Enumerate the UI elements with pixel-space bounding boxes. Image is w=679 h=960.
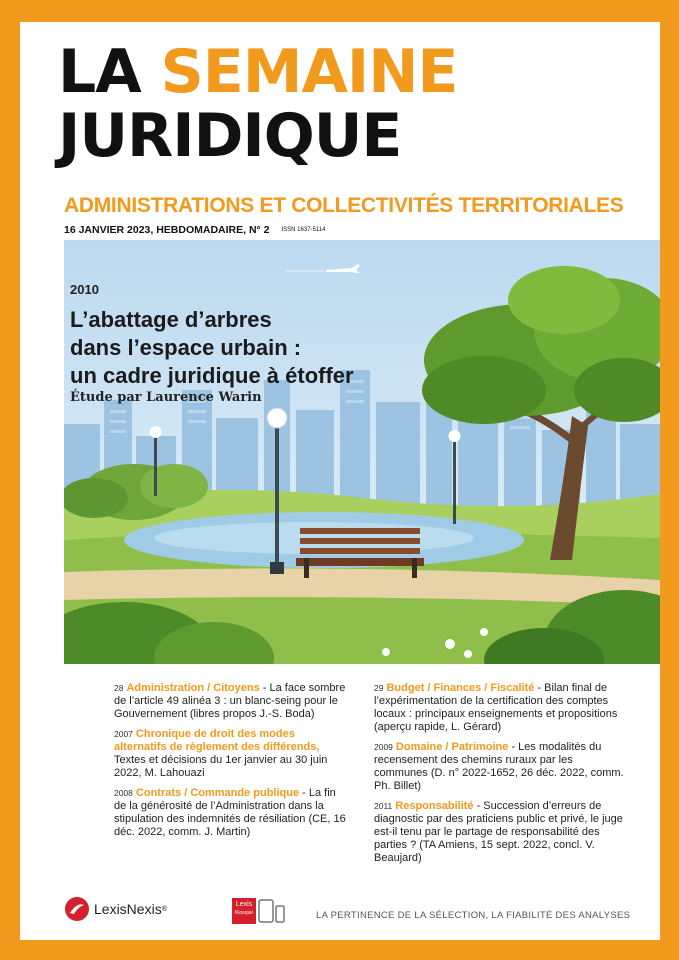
kiosk-label-2: Kiosque [234,910,254,916]
hero-title-line: un cadre juridique à étoffer [70,363,354,388]
toc-entry-text: - Bilan final de l’expérimentation de la certification des comptes locaux : principaux enseignements et propositions (aperçu rapide, L. Gérard) [374,682,618,733]
masthead-line-1 [58,37,458,107]
toc-entry-section: Chronique de droit des modes alternatifs de règlement des différends, [114,728,320,753]
phone-icon [276,906,284,922]
toc-right-column [374,682,624,872]
hero-title-line: dans l’espace urbain : [70,335,302,360]
toc-entry [114,682,350,721]
hero-title-line: L’abattage d’arbres [70,307,272,332]
toc-entry-number: 2009 [374,742,393,752]
toc-entry-number: 28 [114,683,124,693]
toc-entry-number: 2008 [114,788,133,798]
toc-entry [374,682,624,734]
lexis-kiosque-icon [232,898,256,924]
masthead-line-2: JURIDIQUE [58,101,402,171]
edition-title: ADMINISTRATIONS ET COLLECTIVITÉS TERRITORIALES [64,194,624,217]
registered-mark: ® [161,905,167,913]
toc-entry-section: Administration / Citoyens [126,682,260,694]
toc-entry-text: Textes et décisions du 1er janvier au 30 juin 2022, M. Lahouazi [114,754,328,779]
toc-entry-section: Responsabilité [395,800,474,812]
toc-entry-text: - La fin de la générosité de l’Administration dans la stipulation des indemnités de résiliation (CE, 16 déc. 2022, comm. J. Martin) [114,787,346,838]
toc-entry [114,728,350,780]
tablet-icon [256,898,286,924]
toc-entry-number: 2011 [374,801,393,811]
masthead-semaine: SEMAINE [160,37,458,107]
park-illustration [64,240,660,664]
toc-entry-text: - Succession d’erreurs de diagnostic par des praticiens public et privé, le juge est-il tenu par le partage de responsabilité des parties ? (TA Amiens, 15 sept. 2022, concl. V. Beaujard) [374,800,623,864]
toc-entry-text: - Les modalités du recensement des chemins ruraux par les communes (D. n° 2022-1652, 26 déc. 2022, comm. Ph. Billet) [374,741,624,792]
toc-entry-number: 29 [374,683,384,693]
toc-entry-section: Domaine / Patrimoine [395,741,509,753]
toc-entry-text: - La face sombre de l’article 49 alinéa 3 : un blanc-seing pour le Gouvernement (libres propos J.-S. Boda) [114,682,346,720]
hero-author: Étude par Laurence Warin [70,390,262,405]
toc-entry-number: 2007 [114,729,133,739]
toc-entry [374,741,624,793]
publisher-name: LexisNexis [94,901,162,917]
masthead-la: LA [58,37,161,107]
tagline: LA PERTINENCE DE LA SÉLECTION, LA FIABILITÉ DES ANALYSES [316,910,631,921]
dateline [64,224,325,236]
toc-left-column [114,682,350,846]
lexisnexis-logo-icon [64,896,90,922]
toc-entry [114,787,350,839]
toc-entry [374,800,624,865]
lexis-kiosque-badge [232,898,286,924]
cover-page [20,22,660,940]
hero-illustration [64,240,660,664]
lexisnexis-logo [64,896,167,922]
kiosk-label-1: Lexis [235,901,253,908]
toc-entry-section: Budget / Finances / Fiscalité [386,682,535,694]
hero-title [70,306,430,390]
issn: ISSN 1637-5114 [281,227,326,234]
issue-date: 16 JANVIER 2023, HEBDOMADAIRE, N° 2 [64,224,270,236]
toc-entry-section: Contrats / Commande publique [135,787,300,799]
hero-article-number: 2010 [70,282,99,297]
